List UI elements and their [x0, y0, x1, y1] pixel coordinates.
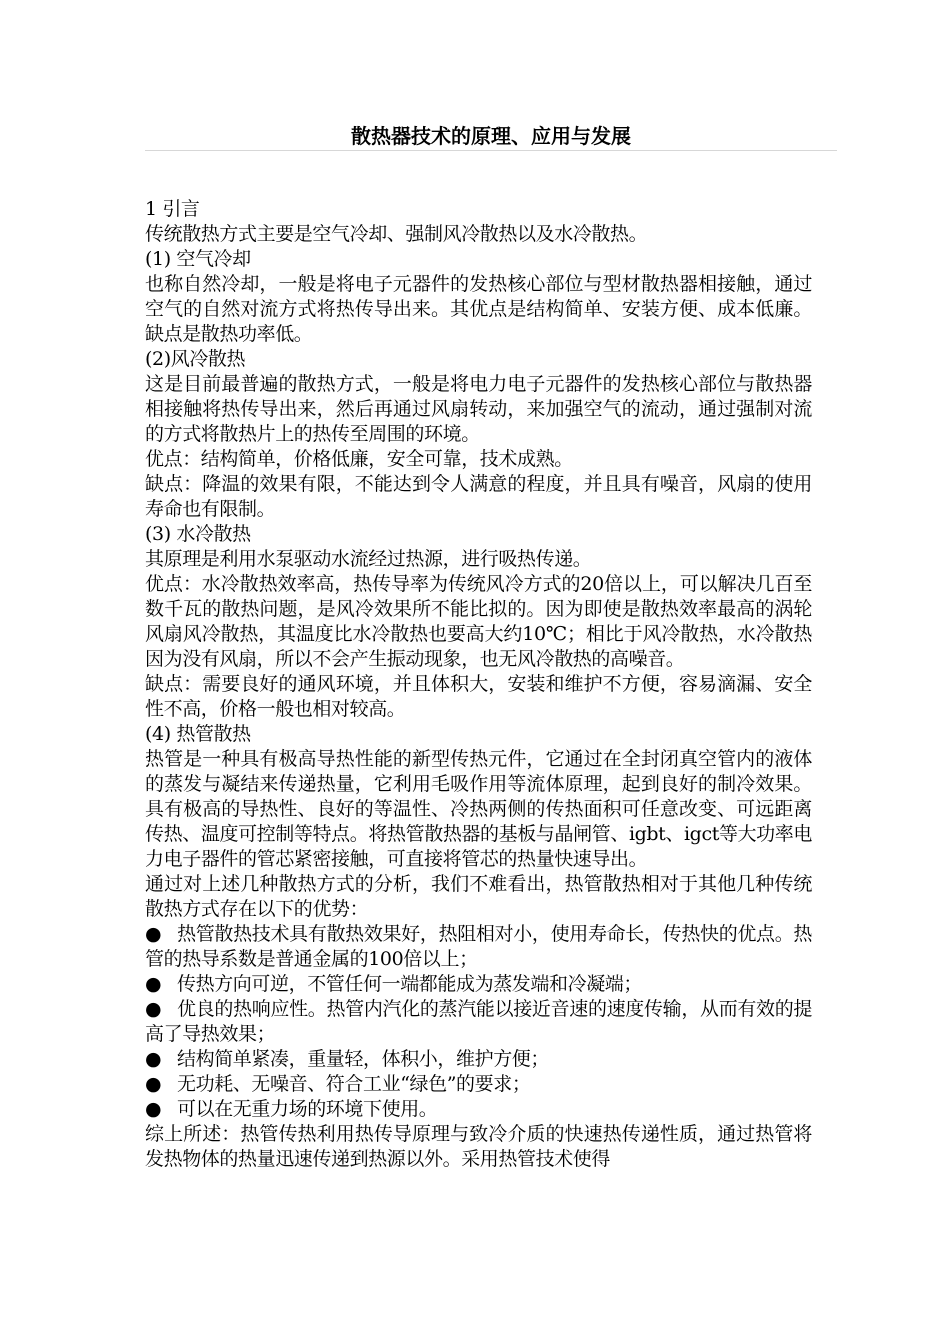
paragraph-fan-cons: 缺点：降温的效果有限，不能达到令人满意的程度，并且具有噪音，风扇的使用寿命也有限制。: [145, 473, 812, 520]
list-item-text: 优良的热响应性。热管内汽化的蒸汽能以接近音速的速度传输，从而有效的提高了导热效果；: [145, 998, 812, 1045]
section-heading-water-cooling: (3) 水冷散热: [145, 523, 251, 545]
paragraph-heat-pipe: 热管是一种具有极高导热性能的新型传热元件，它通过在全封闭真空管内的液体的蒸发与凝结来传递热量，它利用毛吸作用等流体原理，起到良好的制冷效果。具有极高的导热性、良好的等温性、冷热两侧的传热面积可任意改变、可远距离传热、温度可控制等特点。将热管散热器的基板与晶闸管、igbt、igct等大功率电力电子器件的管芯紧密接触，可直接将管芯的热量快速导出。: [145, 748, 812, 870]
paragraph-overview: 传统散热方式主要是空气冷却、强制风冷散热以及水冷散热。: [145, 223, 648, 245]
paragraph-water-pros: 优点：水冷散热效率高，热传导率为传统风冷方式的20倍以上，可以解决几百至数千瓦的散热问题，是风冷效果所不能比拟的。因为即使是散热效率最高的涡轮风扇风冷散热，其温度比水冷散热也要高大约10℃；相比于风冷散热，水冷散热因为没有风扇，所以不会产生振动现象，也无风冷散热的高噪音。: [145, 573, 812, 670]
paragraph-water-cons: 缺点：需要良好的通风环境，并且体积大，安装和维护不方便，容易滴漏、安全性不高，价格一般也相对较高。: [145, 673, 812, 720]
list-item: [145, 922, 812, 972]
list-item-text: 传热方向可逆，不管任何一端都能成为蒸发端和冷凝端；: [177, 973, 643, 995]
list-item: [145, 972, 812, 997]
bullet-icon: ●: [145, 973, 162, 995]
bullet-icon: ●: [145, 923, 162, 945]
paragraph-fan-cooling: 这是目前最普遍的散热方式，一般是将电力电子元器件的发热核心部位与散热器相接触将热传导出来，然后再通过风扇转动，来加强空气的流动，通过强制对流的方式将散热片上的热传至周围的环境。: [145, 373, 812, 445]
document-body: [145, 197, 812, 1172]
bullet-icon: ●: [145, 998, 162, 1020]
list-item-text: 热管散热技术具有散热效果好，热阻相对小，使用寿命长，传热快的优点。热管的热导系数是普通金属的100倍以上；: [145, 923, 812, 970]
list-item-text: 结构简单紧凑，重量轻，体积小，维护方便；: [177, 1048, 550, 1070]
section-heading-heat-pipe: (4) 热管散热: [145, 723, 251, 745]
section-heading-fan-cooling: (2)风冷散热: [145, 348, 246, 370]
paragraph-fan-pros: 优点：结构简单，价格低廉，安全可靠，技术成熟。: [145, 448, 573, 470]
list-item: [145, 1072, 812, 1097]
list-item-text: 无功耗、无噪音、符合工业“绿色”的要求；: [177, 1073, 531, 1095]
section-heading-air-cooling: (1) 空气冷却: [145, 248, 251, 270]
section-heading-intro: 1 引言: [145, 198, 200, 220]
list-item: [145, 1047, 812, 1072]
list-item: [145, 1097, 812, 1122]
list-item: [145, 997, 812, 1047]
list-item-text: 可以在无重力场的环境下使用。: [177, 1098, 438, 1120]
title-divider: [145, 150, 837, 151]
paragraph-air-cooling: 也称自然冷却，一般是将电子元器件的发热核心部位与型材散热器相接触，通过空气的自然对流方式将热传导出来。其优点是结构简单、安装方便、成本低廉。缺点是散热功率低。: [145, 273, 812, 345]
paragraph-water-cooling: 其原理是利用水泵驱动水流经过热源，进行吸热传递。: [145, 548, 592, 570]
bullet-icon: ●: [145, 1048, 162, 1070]
bullet-icon: ●: [145, 1098, 162, 1120]
paragraph-conclusion: 综上所述：热管传热利用热传导原理与致冷介质的快速热传递性质，通过热管将发热物体的热量迅速传递到热源以外。采用热管技术使得: [145, 1123, 812, 1170]
paragraph-analysis: 通过对上述几种散热方式的分析，我们不难看出，热管散热相对于其他几种传统散热方式存在以下的优势：: [145, 873, 812, 920]
document-title: 散热器技术的原理、应用与发展: [351, 124, 631, 148]
bullet-icon: ●: [145, 1073, 162, 1095]
